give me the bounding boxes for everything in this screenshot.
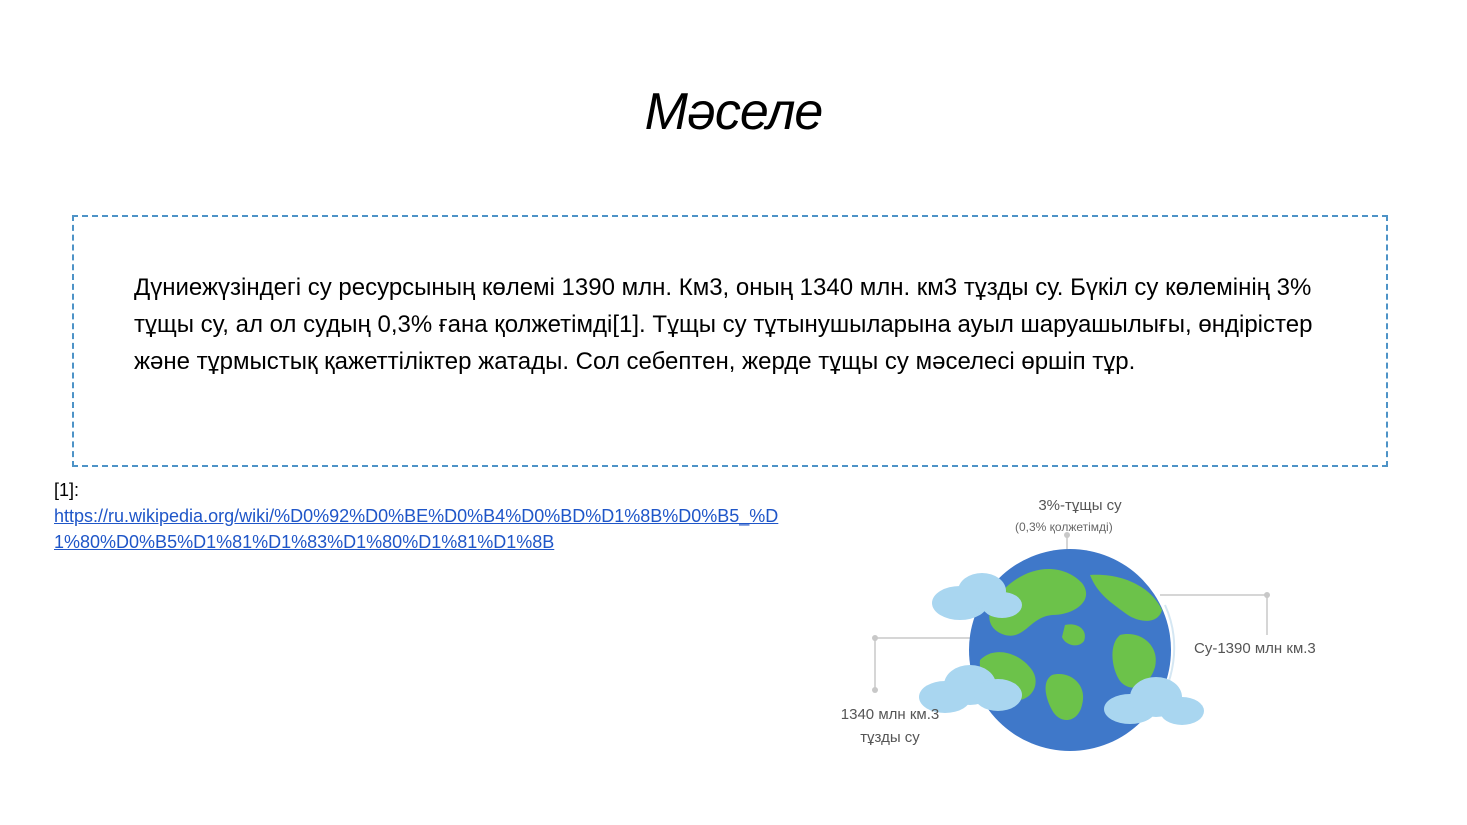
water-infographic: [820, 485, 1380, 755]
text-box: [72, 215, 1388, 467]
salt-water-label-2: тұзды су: [860, 729, 920, 746]
footnote-link[interactable]: https://ru.wikipedia.org/wiki/%D0%92%D0%BE%D0%B4%D0%BD%D1%8B%D0%B5_%D1%80%D0%B5%D1%81%D1%83%D1%80%D1%81%D1%8B: [54, 506, 779, 552]
footnote-ref: [1]:: [54, 480, 80, 500]
fresh-water-sublabel: (0,3% қолжетімді): [1015, 520, 1113, 534]
footnote: [54, 477, 784, 555]
fresh-water-label: 3%-тұщы су: [1038, 497, 1122, 514]
slide-title: Мәселе: [644, 83, 823, 141]
total-water-label: Су-1390 млн км.3: [1194, 640, 1316, 657]
salt-water-label-1: 1340 млн км.3: [840, 706, 940, 723]
body-paragraph: Дүниежүзіндегі су ресурсының көлемі 1390 млн. Км3, оның 1340 млн. км3 тұзды су. Бүкіл су көлемінің 3% тұщы су, ал ол судың 0,3% ғана қолжетімді[1]. Тұщы су тұтынушыларына ауыл шаруашылығы, өндірістер және тұрмыстық қажеттіліктер жатады. Сол себептен, жерде тұщы су мәселесі өршіп тұр.: [134, 274, 1313, 375]
